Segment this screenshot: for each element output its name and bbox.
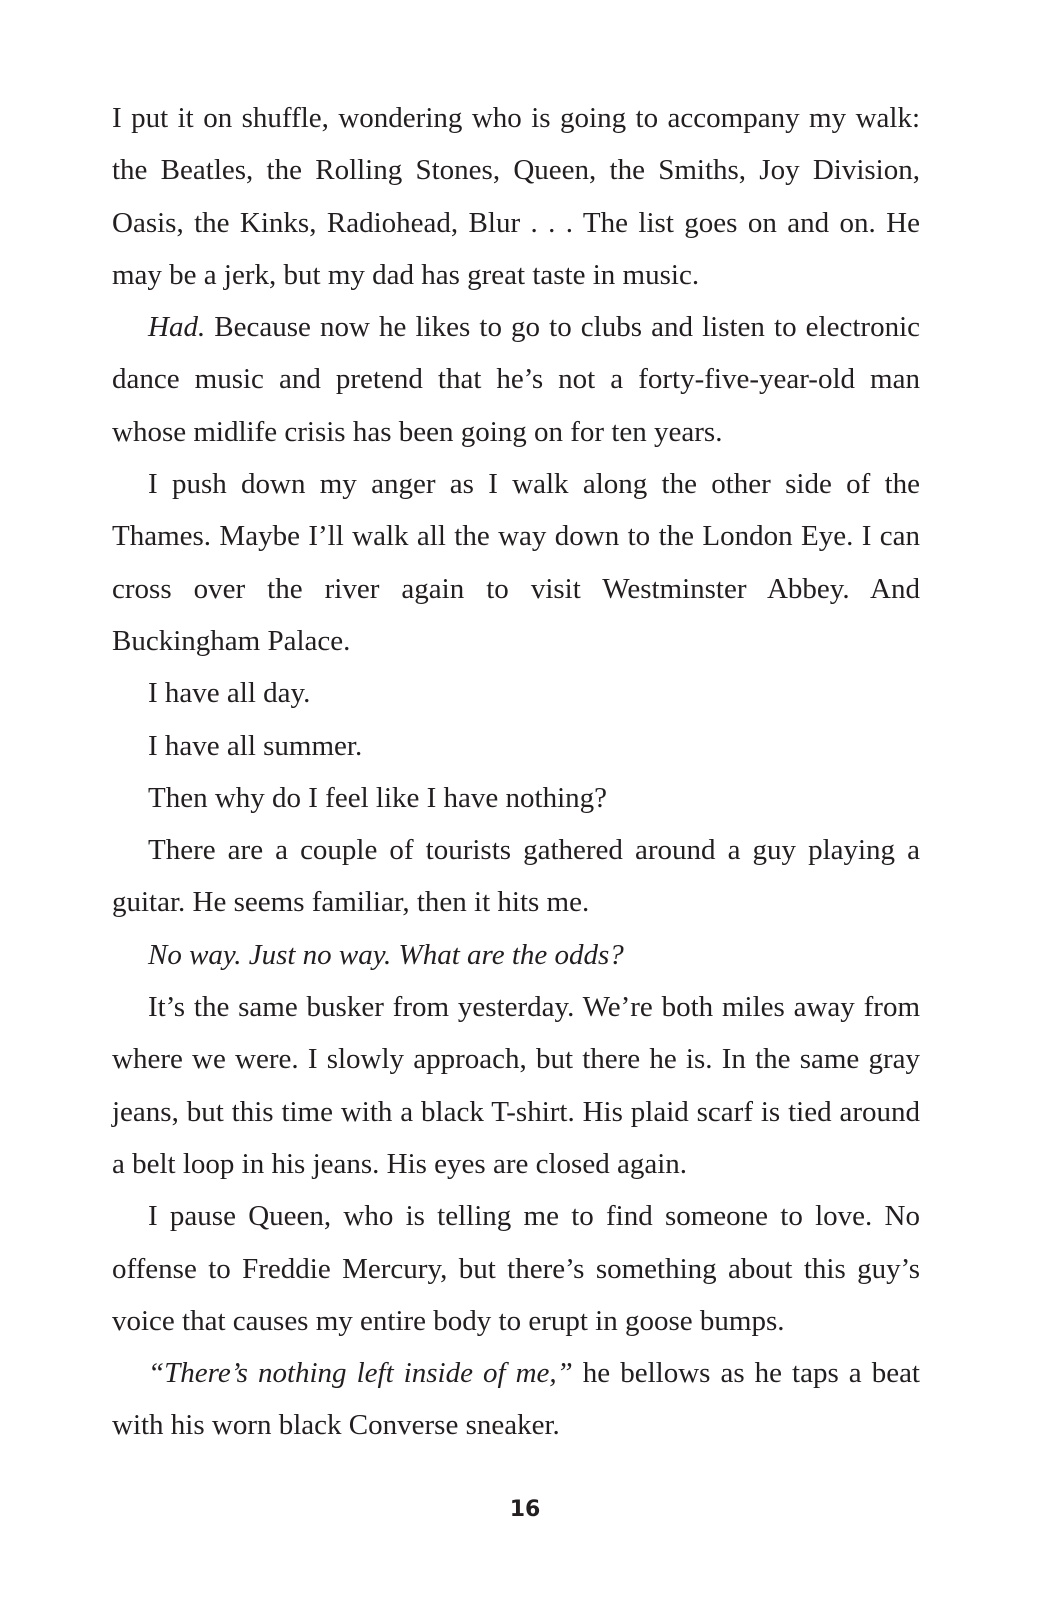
paragraph — [112, 1347, 920, 1452]
paragraph — [112, 301, 920, 458]
text-segment: I put it on shuffle, wondering who is going to accompany my walk: the Beatles, the Rolling Stones, Queen, the Smiths, Joy Division, Oasis, the Kinks, Radiohead, Blur . . . The list goes on and on. He may be a jerk, but my dad has great taste in music. — [112, 102, 920, 291]
italic-segment: No way. Just no way. What are the odds? — [148, 938, 624, 971]
paragraph — [112, 981, 920, 1190]
paragraph — [112, 667, 920, 719]
text-segment: I have all summer. — [148, 729, 363, 762]
paragraph — [112, 720, 920, 772]
italic-segment: “There’s nothing left inside of me,” — [148, 1357, 573, 1390]
text-segment: Because now he likes to go to clubs and listen to electronic dance music and pretend that he’s not a forty-five-year-old man whose midlife crisis has been going on for ten years. — [112, 311, 920, 448]
text-segment: I pause Queen, who is telling me to find someone to love. No offense to Freddie Mercury, but there’s something about this guy’s voice that causes my entire body to erupt in goose bumps. — [112, 1200, 920, 1337]
paragraph — [112, 929, 920, 981]
text-segment: I push down my anger as I walk along the other side of the Thames. Maybe I’ll walk all the way down to the London Eye. I can cross over the river again to visit Westminster Abbey. And Buckingham Palace. — [112, 468, 920, 657]
paragraph — [112, 824, 920, 929]
text-segment: I have all day. — [148, 677, 311, 710]
paragraph — [112, 772, 920, 824]
text-segment: It’s the same busker from yesterday. We’re both miles away from where we were. I slowly approach, but there he is. In the same gray jeans, but this time with a black T-shirt. His plaid scarf is tied around a belt loop in his jeans. His eyes are closed again. — [112, 991, 920, 1180]
text-segment: There are a couple of tourists gathered around a guy playing a guitar. He seems familiar, then it hits me. — [112, 834, 920, 919]
page-number: 16 — [509, 1497, 541, 1522]
text-segment: Then why do I feel like I have nothing? — [148, 781, 608, 814]
paragraph — [112, 458, 920, 667]
italic-segment: Had. — [148, 311, 206, 344]
paragraph — [112, 92, 920, 301]
paragraph — [112, 1190, 920, 1347]
body-text — [112, 92, 920, 1452]
text-segment: he bellows as he taps a beat with his worn black Converse sneaker. — [112, 1357, 920, 1442]
